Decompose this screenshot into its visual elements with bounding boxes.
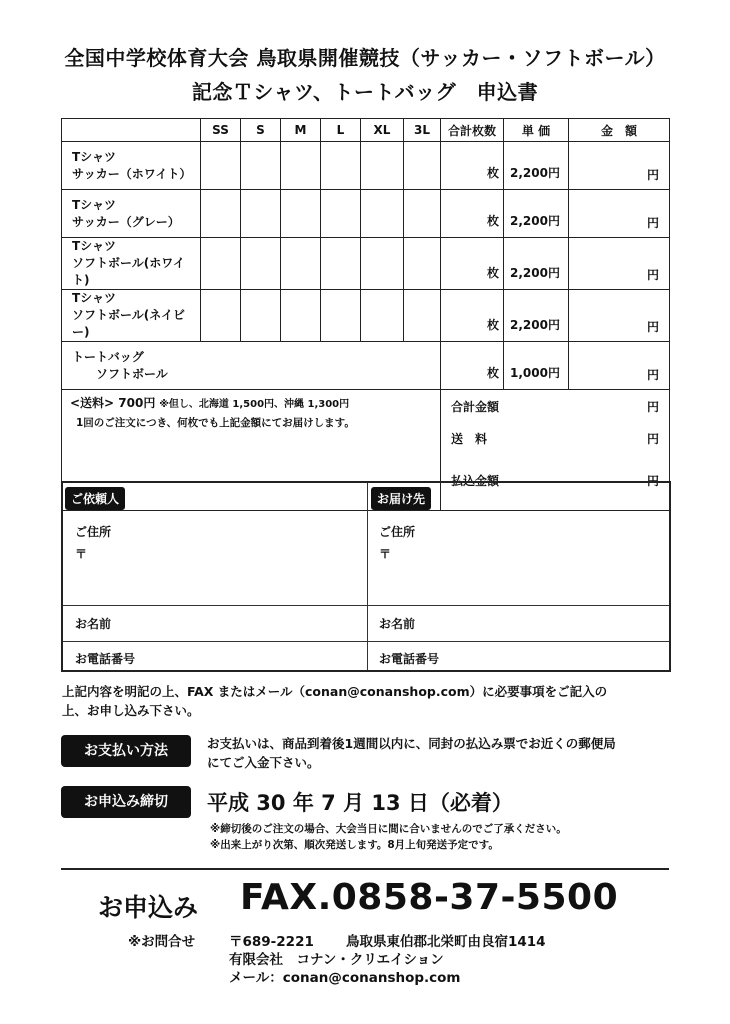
table-row (62, 142, 670, 190)
payment-method-label: お支払い方法 (61, 735, 191, 767)
payment-yen[interactable]: 円 (646, 474, 659, 488)
qty-s[interactable] (241, 238, 281, 290)
requester-name-label[interactable]: お名前 (75, 617, 112, 631)
form-title-line1: 全国中学校体育大会 鳥取県開催競技（サッカー・ソフトボール） (64, 46, 666, 70)
product-line1: Tシャツ (72, 197, 116, 212)
footer-separator (61, 868, 669, 870)
total-qty[interactable]: 枚 (441, 190, 504, 238)
total-qty[interactable]: 枚 (441, 342, 504, 390)
product-line2: ソフトボール (96, 366, 168, 381)
qty-xl[interactable] (361, 238, 404, 290)
qty-3l[interactable] (404, 190, 441, 238)
total-yen[interactable]: 円 (646, 400, 659, 414)
qty-m[interactable] (281, 142, 321, 190)
product-line1: トートバッグ (72, 349, 144, 364)
amount[interactable]: 円 (569, 290, 670, 342)
header-amount: 金 額 (569, 119, 670, 142)
amount[interactable]: 円 (569, 142, 670, 190)
header-l: L (321, 119, 361, 142)
shipping-note-line2: 1回のご注文につき、何枚でも上記金額にてお届けします。 (76, 417, 355, 429)
qty-m[interactable] (281, 290, 321, 342)
unit-price: 2,200円 (504, 238, 569, 290)
recipient-name-label[interactable]: お名前 (379, 617, 416, 631)
product-name (62, 238, 201, 290)
qty-3l[interactable] (404, 238, 441, 290)
qty-xl[interactable] (361, 142, 404, 190)
qty-xl[interactable] (361, 190, 404, 238)
qty-3l[interactable] (404, 290, 441, 342)
name-divider (63, 605, 669, 606)
qty-ss[interactable] (201, 190, 241, 238)
qty-3l[interactable] (404, 142, 441, 190)
contact-mail[interactable]: メール：conan@conanshop.com (229, 970, 461, 986)
table-row (62, 342, 670, 390)
deadline-label: お申込み締切 (61, 786, 191, 818)
shipping-note-sub: ※但し、北海道 1,500円、沖縄 1,300円 (159, 399, 350, 410)
amount[interactable]: 円 (569, 342, 670, 390)
postal-code: 〒689-2221 (229, 934, 314, 950)
product-name (62, 290, 201, 342)
qty-l[interactable] (321, 142, 361, 190)
requester-title: ご依頼人 (65, 487, 125, 510)
recipient-title: お届け先 (371, 487, 431, 510)
qty-l[interactable] (321, 238, 361, 290)
payment-text-line1: お支払いは、商品到着後1週間以内に、同封の払込み票でお近くの郵便局 (207, 736, 616, 751)
product-name (62, 342, 441, 390)
shipping-label: 送 料 (451, 432, 488, 446)
amount[interactable]: 円 (569, 190, 670, 238)
table-row (62, 190, 670, 238)
requester-address-label: ご住所 (75, 525, 112, 539)
table-header-row (62, 119, 670, 142)
company-name: 有限会社 コナン・クリエイション (229, 952, 444, 968)
qty-s[interactable] (241, 142, 281, 190)
table-row (62, 290, 670, 342)
inquiry-label: ※お問合せ (128, 934, 196, 950)
header-m: M (281, 119, 321, 142)
total-label: 合計金額 (451, 400, 500, 414)
header-s: S (241, 119, 281, 142)
qty-ss[interactable] (201, 238, 241, 290)
qty-l[interactable] (321, 290, 361, 342)
table-row (62, 238, 670, 290)
qty-ss[interactable] (201, 142, 241, 190)
product-name (62, 142, 201, 190)
order-table (61, 118, 670, 511)
requester-postal-mark[interactable]: 〒 (75, 547, 88, 561)
company-address: 鳥取県東伯郡北栄町由良宿1414 (346, 934, 546, 950)
recipient-address-label: ご住所 (379, 525, 416, 539)
address-box (61, 481, 671, 672)
apply-label: お申込み (98, 893, 199, 922)
total-qty[interactable]: 枚 (441, 142, 504, 190)
product-line2: ソフトボール(ネイビー) (72, 308, 186, 339)
header-product (62, 119, 201, 142)
total-qty[interactable]: 枚 (441, 238, 504, 290)
product-line2: サッカー（グレー） (72, 214, 180, 229)
product-line2: サッカー（ホワイト） (72, 166, 192, 181)
qty-s[interactable] (241, 290, 281, 342)
product-line1: Tシャツ (72, 149, 116, 164)
form-title-line2: 記念Ｔシャツ、トートバッグ 申込書 (191, 80, 539, 104)
fax-number: FAX.0858-37-5500 (240, 877, 619, 918)
payment-text-line2: にてご入金下さい。 (207, 755, 320, 770)
recipient-phone-label[interactable]: お電話番号 (379, 652, 440, 666)
header-3l: 3L (404, 119, 441, 142)
amount[interactable]: 円 (569, 238, 670, 290)
unit-price: 2,200円 (504, 290, 569, 342)
product-line1: Tシャツ (72, 239, 116, 253)
product-line2: ソフトボール(ホワイト) (72, 256, 185, 287)
instructions-line1: 上記内容を明記の上、FAX またはメール（conan@conanshop.com）に必要事項をご記入の (62, 684, 608, 699)
total-qty[interactable]: 枚 (441, 290, 504, 342)
deadline-date: 平成 30 年 7 月 13 日（必着） (207, 791, 513, 815)
deadline-note2: ※出来上がり次第、順次発送します。8月上旬発送予定です。 (210, 839, 499, 851)
product-name (62, 190, 201, 238)
qty-ss[interactable] (201, 290, 241, 342)
qty-m[interactable] (281, 190, 321, 238)
qty-s[interactable] (241, 190, 281, 238)
header-unit-price: 単 価 (504, 119, 569, 142)
phone-divider (63, 641, 669, 642)
qty-l[interactable] (321, 190, 361, 238)
shipping-yen[interactable]: 円 (646, 432, 659, 446)
product-line1: Tシャツ (72, 291, 116, 305)
unit-price: 2,200円 (504, 142, 569, 190)
payment-label: 払込金額 (451, 474, 500, 488)
header-ss: SS (201, 119, 241, 142)
instructions-line2: 上、お申し込み下さい。 (62, 703, 200, 718)
unit-price: 2,200円 (504, 190, 569, 238)
requester-phone-label[interactable]: お電話番号 (75, 652, 136, 666)
header-total-qty: 合計枚数 (441, 119, 504, 142)
recipient-postal-mark[interactable]: 〒 (379, 547, 392, 561)
qty-xl[interactable] (361, 290, 404, 342)
shipping-note-main: <送料> 700円 (70, 396, 156, 410)
unit-price: 1,000円 (504, 342, 569, 390)
header-xl: XL (361, 119, 404, 142)
deadline-note1: ※締切後のご注文の場合、大会当日に間に合いませんのでご了承ください。 (210, 823, 567, 835)
qty-m[interactable] (281, 238, 321, 290)
